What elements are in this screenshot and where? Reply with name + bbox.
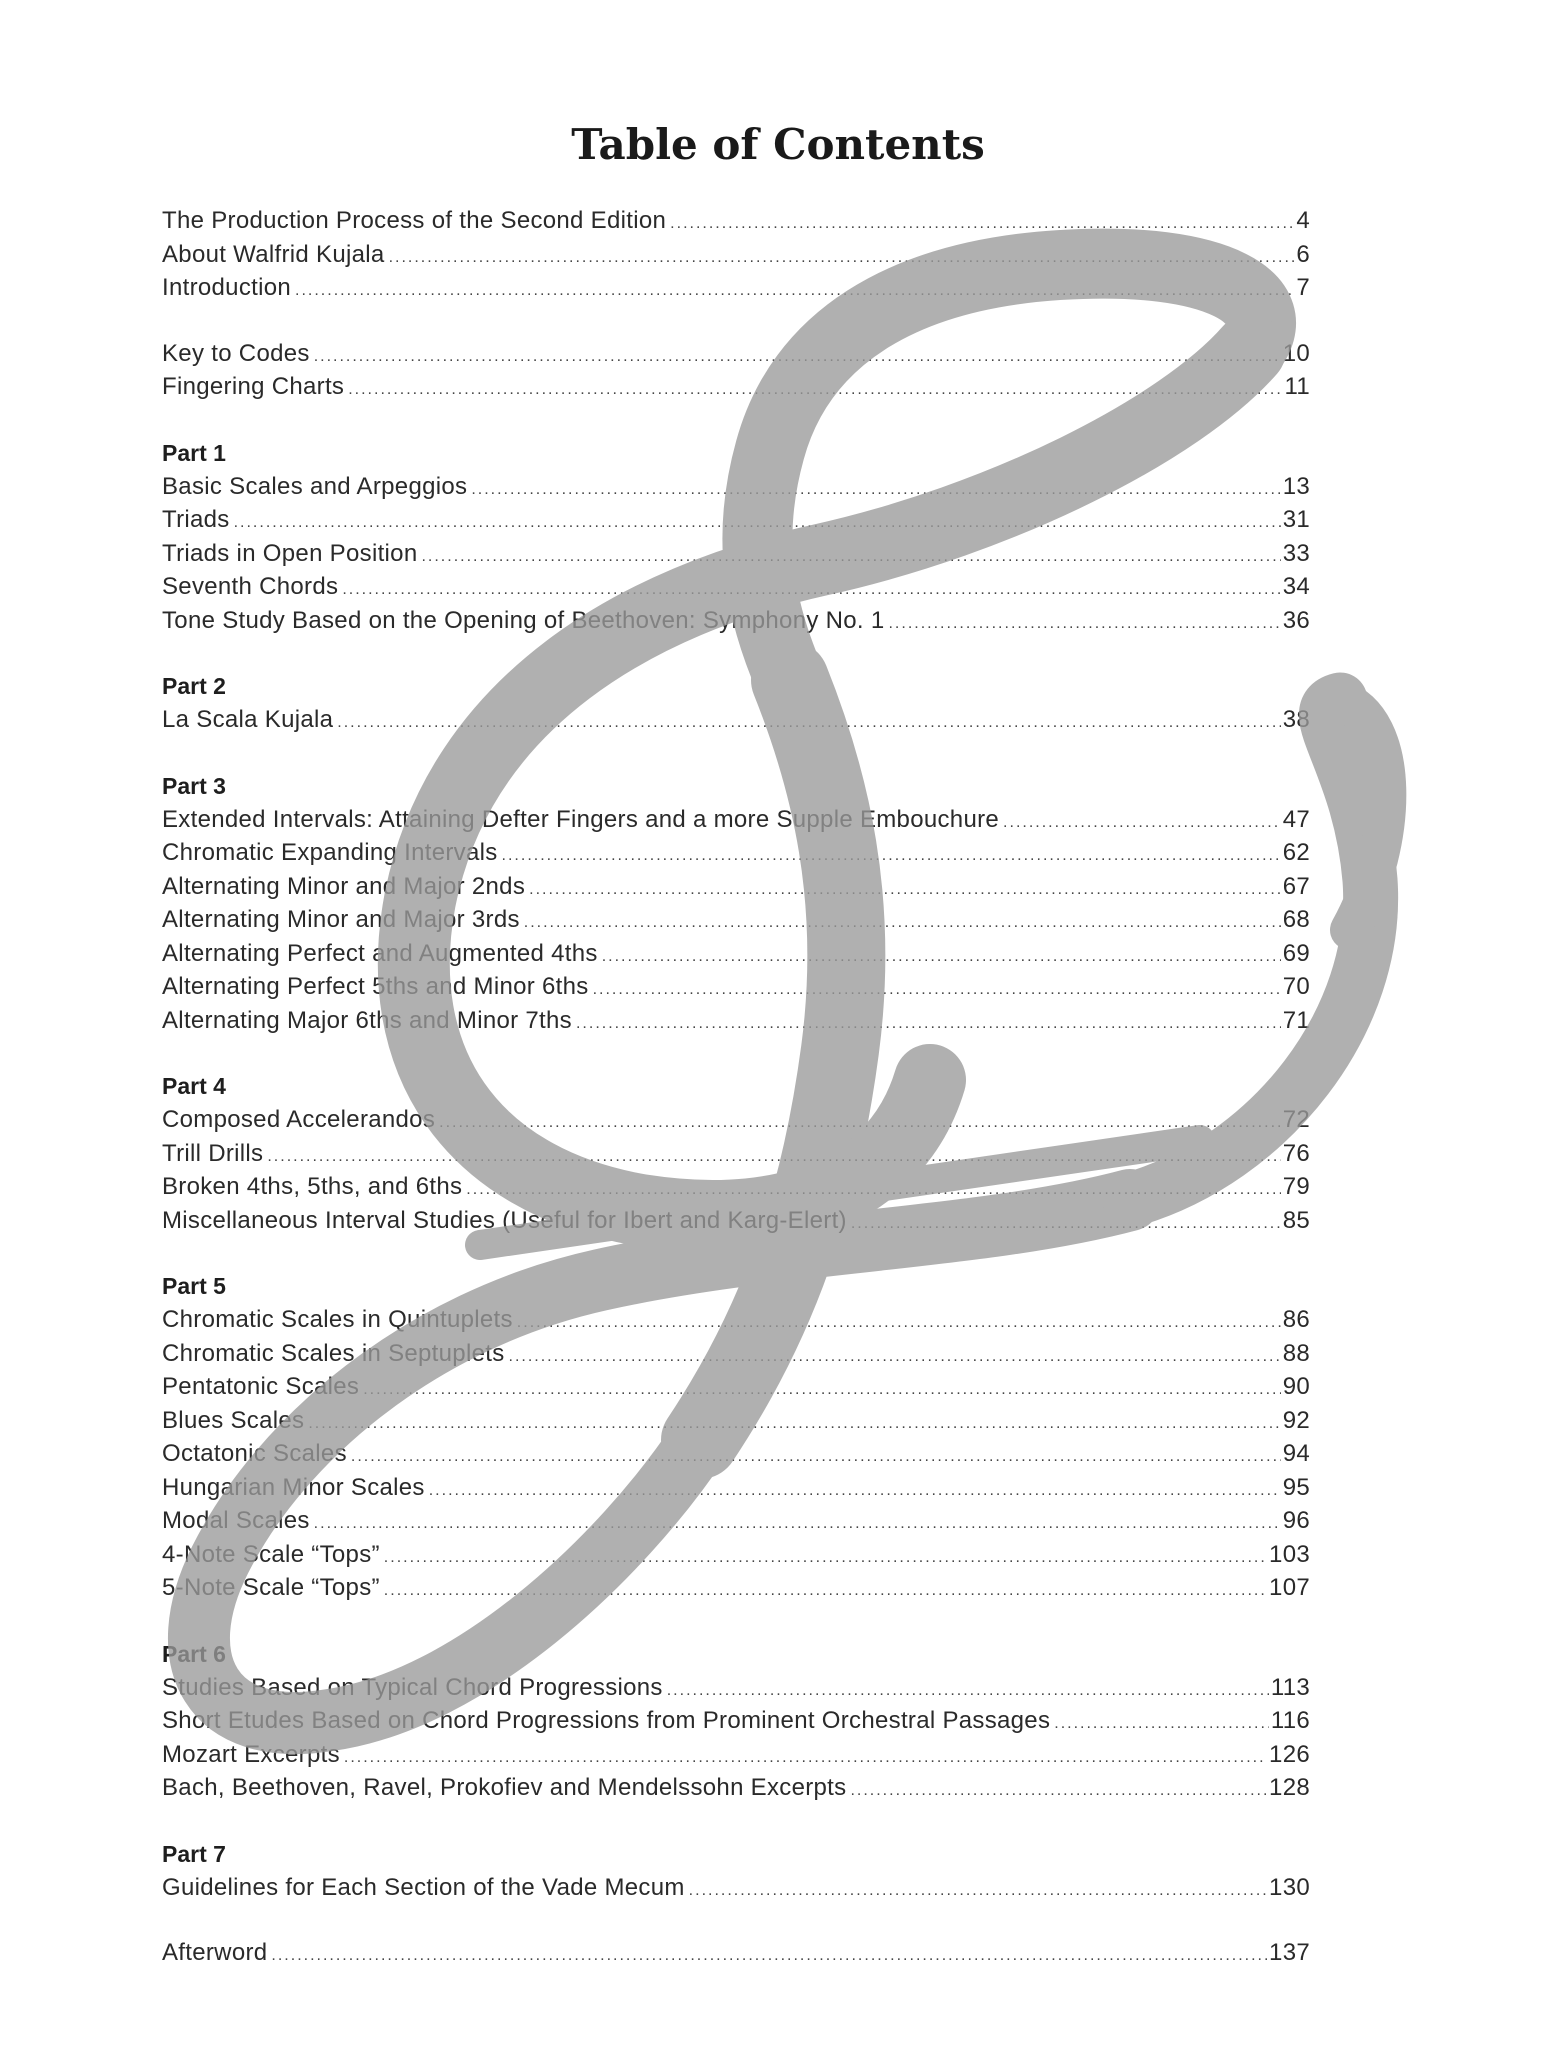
toc-entry-page-number: 95 [1282,1473,1310,1501]
toc-entry[interactable] [162,1103,1310,1137]
toc-entry-page-number: 4 [1296,207,1310,234]
toc-entry[interactable] [162,903,1310,937]
part-section [162,1069,1310,1237]
toc-entry-title: Blues Scales [162,1406,305,1434]
back-matter-section [162,1936,1310,1970]
section-gap [162,637,1310,669]
dot-leader [314,1507,1281,1541]
toc-entry-page-number: 47 [1282,805,1310,833]
toc-entry-title: Studies Based on Typical Chord Progressions [162,1673,663,1701]
dot-leader [384,1574,1267,1608]
dot-leader [602,940,1281,974]
dot-leader [421,540,1280,574]
dot-leader [314,340,1281,374]
toc-entry-title: Extended Intervals: Attaining Defter Fingers and a more Supple Embouchure [162,805,1000,833]
toc-entry-page-number: 90 [1282,1373,1310,1400]
toc-entry[interactable] [162,1404,1310,1438]
toc-entry[interactable] [162,1303,1310,1337]
toc-entry[interactable] [162,1738,1310,1772]
toc-entry-page-number: 69 [1282,939,1310,967]
toc-entry-page-number: 68 [1282,906,1310,933]
toc-entry[interactable] [162,970,1310,1004]
toc-entry-title: Bach, Beethoven, Ravel, Prokofiev and Mendelssohn Excerpts [162,1774,847,1801]
dot-leader [267,1140,1280,1174]
toc-entry-page-number: 113 [1270,1673,1310,1701]
toc-entry-page-number: 103 [1269,1540,1310,1568]
toc-entry-page-number: 126 [1269,1740,1310,1768]
section-gap [162,1237,1310,1269]
toc-entry-page-number: 67 [1282,872,1310,900]
dot-leader [593,973,1281,1007]
dot-leader [234,506,1281,540]
toc-entry-page-number: 88 [1282,1339,1310,1367]
toc-entry[interactable] [162,1571,1310,1605]
dot-leader [351,1440,1281,1474]
toc-entry-title: About Walfrid Kujala [162,240,385,268]
part-section [162,669,1310,737]
watermark-right-hook [1340,700,1386,930]
toc-entry-title: Miscellaneous Interval Studies (Useful for Ibert and Karg-Elert) [162,1206,847,1234]
dot-leader [344,1741,1267,1775]
toc-entry[interactable] [162,1538,1310,1572]
section-gap [162,1037,1310,1069]
dot-leader [439,1106,1281,1140]
dot-leader [689,1874,1267,1908]
toc-entry[interactable] [162,570,1310,604]
section-gap [162,305,1310,337]
dot-leader [888,607,1280,641]
section-gap [162,1904,1310,1936]
part-section [162,1837,1310,1905]
toc-entry-title: Alternating Minor and Major 2nds [162,872,526,900]
dot-leader [670,207,1294,241]
toc-entry-title: Mozart Excerpts [162,1740,340,1768]
toc-entry-page-number: 71 [1282,1006,1310,1034]
toc-entry-title: The Production Process of the Second Edition [162,207,667,234]
toc-entry-title: Short Etudes Based on Chord Progressions from Prominent Orchestral Passages [162,1707,1051,1734]
toc-entry[interactable] [162,1704,1310,1738]
toc-entry[interactable] [162,503,1310,537]
part-heading: Part 4 [162,1073,226,1099]
toc-entry[interactable] [162,1504,1310,1538]
toc-entry-title: Modal Scales [162,1507,310,1534]
dot-leader [576,1007,1281,1041]
dot-leader [524,906,1281,940]
toc-entry[interactable] [162,604,1310,638]
toc-entry-title: Triads [162,506,230,533]
toc-entry-title: Alternating Major 6ths and Minor 7ths [162,1006,572,1034]
toc-entry[interactable] [162,1437,1310,1471]
toc-entry-page-number: 72 [1282,1106,1310,1133]
toc-entry-title: La Scala Kujala [162,706,334,733]
dot-leader [384,1541,1267,1575]
toc-entry-page-number: 92 [1282,1406,1310,1434]
dot-leader [667,1674,1269,1708]
dot-leader [851,1207,1281,1241]
toc-entry-page-number: 107 [1269,1574,1310,1601]
dot-leader [348,373,1282,407]
toc-entry[interactable] [162,1936,1310,1970]
toc-entry[interactable] [162,1004,1310,1038]
table-of-contents [162,204,1310,1970]
toc-entry[interactable] [162,1170,1310,1204]
dot-leader [363,1373,1280,1407]
toc-entry[interactable] [162,1370,1310,1404]
toc-entry-title: Chromatic Expanding Intervals [162,839,498,866]
toc-entry-page-number: 62 [1282,839,1310,866]
dot-leader [1003,806,1281,840]
toc-entry[interactable] [162,937,1310,971]
reference-section [162,337,1310,404]
toc-entry[interactable] [162,470,1310,504]
toc-entry-page-number: 79 [1282,1173,1310,1200]
toc-entry[interactable] [162,1337,1310,1371]
dot-leader [337,706,1280,740]
part-section [162,1637,1310,1805]
part-heading: Part 6 [162,1640,226,1667]
toc-entry[interactable] [162,1671,1310,1705]
toc-entry-page-number: 116 [1270,1707,1310,1734]
toc-entry-page-number: 94 [1282,1440,1310,1467]
dot-leader [271,1939,1267,1973]
toc-entry-page-number: 36 [1282,606,1310,634]
part-section [162,769,1310,1038]
toc-entry[interactable] [162,1771,1310,1805]
toc-entry-title: Chromatic Scales in Septuplets [162,1339,505,1367]
part-section [162,1269,1310,1605]
toc-entry-title: Basic Scales and Arpeggios [162,472,468,500]
toc-entry-page-number: 11 [1284,373,1310,400]
dot-leader [389,241,1295,275]
toc-entry-title: Fingering Charts [162,373,345,400]
parts-container [162,436,1310,1937]
toc-entry-title: Chromatic Scales in Quintuplets [162,1306,513,1333]
toc-entry-page-number: 7 [1296,274,1310,301]
front-matter-section [162,204,1310,305]
dot-leader [342,573,1280,607]
toc-entry-page-number: 10 [1282,339,1310,367]
dot-leader [529,873,1281,907]
toc-entry-title: Seventh Chords [162,573,339,600]
toc-entry-title: 5-Note Scale “Tops” [162,1574,380,1601]
toc-entry-title: Alternating Perfect and Augmented 4ths [162,939,598,967]
toc-entry[interactable] [162,1204,1310,1238]
toc-entry-title: Composed Accelerandos [162,1106,436,1133]
toc-entry-title: Afterword [162,1939,268,1966]
toc-entry-page-number: 70 [1282,973,1310,1000]
toc-entry-title: Introduction [162,274,292,301]
part-heading: Part 2 [162,673,226,699]
dot-leader [1054,1707,1269,1741]
toc-entry-page-number: 128 [1269,1774,1310,1801]
dot-leader [295,274,1294,308]
toc-entry-title: Octatonic Scales [162,1440,347,1467]
toc-entry[interactable] [162,271,1310,305]
section-gap [162,404,1310,436]
toc-entry-page-number: 33 [1282,539,1310,567]
toc-entry-page-number: 76 [1282,1139,1310,1167]
part-heading: Part 1 [162,439,226,466]
toc-entry-page-number: 130 [1269,1873,1310,1901]
toc-entry[interactable] [162,238,1310,272]
toc-entry-title: Broken 4ths, 5ths, and 6ths [162,1173,463,1200]
part-heading: Part 5 [162,1273,226,1299]
toc-entry-page-number: 137 [1269,1939,1310,1966]
toc-entry-page-number: 86 [1282,1306,1310,1333]
toc-entry[interactable] [162,337,1310,371]
dot-leader [308,1407,1280,1441]
toc-entry[interactable] [162,1471,1310,1505]
toc-entry-title: Alternating Perfect 5ths and Minor 6ths [162,973,589,1000]
toc-entry-title: Pentatonic Scales [162,1373,360,1400]
page-title: Table of Contents [571,120,985,170]
part-heading: Part 3 [162,772,226,799]
toc-entry-title: Tone Study Based on the Opening of Beethoven: Symphony No. 1 [162,606,885,634]
dot-leader [471,473,1280,507]
toc-entry-page-number: 31 [1282,506,1310,533]
dot-leader [466,1173,1280,1207]
toc-entry[interactable] [162,204,1310,238]
toc-entry-title: Key to Codes [162,339,310,367]
dot-leader [502,839,1281,873]
toc-entry-page-number: 85 [1282,1206,1310,1234]
toc-entry-title: Trill Drills [162,1139,264,1167]
toc-entry-page-number: 34 [1282,573,1310,600]
toc-entry-title: Alternating Minor and Major 3rds [162,906,520,933]
toc-entry[interactable] [162,870,1310,904]
toc-entry[interactable] [162,703,1310,737]
toc-entry[interactable] [162,537,1310,571]
toc-entry[interactable] [162,1137,1310,1171]
toc-entry-page-number: 38 [1282,706,1310,733]
toc-entry[interactable] [162,370,1310,404]
toc-entry[interactable] [162,1871,1310,1905]
dot-leader [429,1474,1281,1508]
toc-entry-title: 4-Note Scale “Tops” [162,1540,380,1568]
section-gap [162,1605,1310,1637]
toc-entry-title: Hungarian Minor Scales [162,1473,425,1501]
dot-leader [509,1340,1281,1374]
toc-entry-page-number: 96 [1282,1507,1310,1534]
part-section [162,436,1310,638]
section-gap [162,1805,1310,1837]
part-heading: Part 7 [162,1840,226,1867]
toc-entry[interactable] [162,836,1310,870]
toc-entry-page-number: 6 [1296,240,1310,268]
section-gap [162,737,1310,769]
toc-entry[interactable] [162,803,1310,837]
toc-entry-title: Guidelines for Each Section of the Vade Mecum [162,1873,685,1901]
toc-entry-title: Triads in Open Position [162,539,418,567]
dot-leader [517,1306,1281,1340]
toc-entry-page-number: 13 [1282,472,1310,500]
dot-leader [850,1774,1267,1808]
